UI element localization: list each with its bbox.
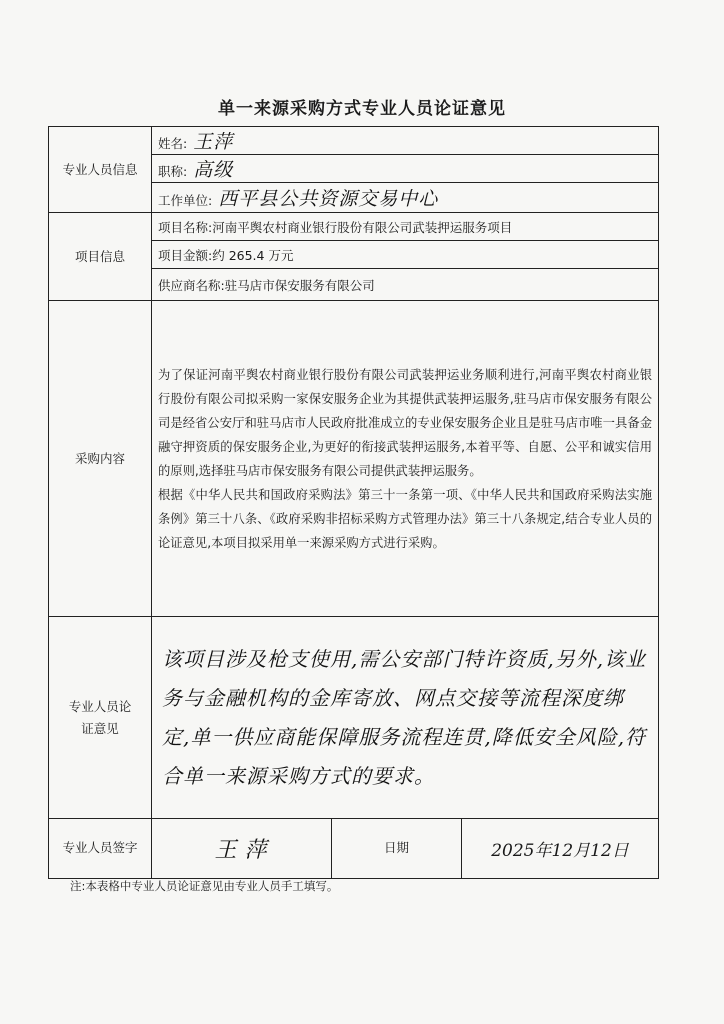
opinion-section-label-text: 专业人员论证意见 bbox=[68, 698, 132, 736]
supplier-row bbox=[152, 269, 659, 301]
expert-name-handwritten: 王萍 bbox=[193, 131, 234, 154]
expert-title-handwritten: 高级 bbox=[193, 159, 234, 182]
procurement-paragraph-2: 根据《中华人民共和国政府采购法》第三十一条第一项、《中华人民共和国政府采购法实施条例》第三十八条、《政府采购非招标采购方式管理办法》第三十八条规定,结合专业人员的论证意见,本项目拟采用单一来源采购方式进行采购。 bbox=[158, 487, 653, 550]
signature-handwritten: 王萍 bbox=[214, 837, 275, 863]
expert-unit-row bbox=[152, 183, 659, 213]
procurement-paragraph-1: 为了保证河南平舆农村商业银行股份有限公司武装押运业务顺利进行,河南平舆农村商业银行股份有限公司拟采购一家保安服务企业为其提供武装押运服务,驻马店市保安服务有限公司是经省公安厅和驻马店市人民政府批准成立的专业保安服务企业且是驻马店市唯一具备金融守押资质的保安服务企业,为更好的衔接武装押运服务,本着平等、自愿、公平和诚实信用的原则,选择驻马店市保安服务有限公司提供武装押运服务。 bbox=[158, 367, 653, 478]
project-name-label: 项目名称: bbox=[158, 219, 213, 235]
project-amount-row bbox=[152, 241, 659, 269]
project-name-row bbox=[152, 213, 659, 241]
opinion-handwritten-text: 该项目涉及枪支使用,需公安部门特许资质,另外,该业务与金融机构的金库寄放、网点交接等流程深度绑定,单一供应商能保障服务流程连贯,降低安全风险,符合单一来源采购方式的要求。 bbox=[162, 646, 647, 788]
project-amount-label: 项目金额: bbox=[158, 247, 213, 263]
expert-title-label: 职称: bbox=[158, 164, 188, 180]
project-amount-value: 约 265.4 万元 bbox=[212, 247, 294, 263]
signature-label: 专业人员签字 bbox=[49, 818, 152, 878]
expert-info-section-label: 专业人员信息 bbox=[49, 127, 152, 213]
opinion-section-label bbox=[49, 617, 152, 819]
footnote: 注:本表格中专业人员论证意见由专业人员手工填写。 bbox=[70, 879, 339, 893]
procurement-content-cell bbox=[152, 301, 659, 617]
procurement-section-label: 采购内容 bbox=[49, 301, 152, 617]
project-name-value: 河南平舆农村商业银行股份有限公司武装押运服务项目 bbox=[212, 219, 513, 235]
expert-unit-label: 工作单位: bbox=[158, 193, 213, 209]
expert-unit-handwritten: 西平县公共资源交易中心 bbox=[218, 188, 439, 211]
signature-cell bbox=[152, 818, 332, 878]
supplier-value: 驻马店市保安服务有限公司 bbox=[224, 277, 375, 293]
date-cell bbox=[462, 818, 659, 878]
date-handwritten: 2025年12月12日 bbox=[491, 840, 629, 861]
expert-name-row bbox=[152, 127, 659, 155]
opinion-form-table bbox=[48, 126, 659, 879]
opinion-content-cell bbox=[152, 617, 659, 819]
project-info-section-label: 项目信息 bbox=[49, 213, 152, 301]
document-title: 单一来源采购方式专业人员论证意见 bbox=[218, 99, 506, 119]
expert-name-label: 姓名: bbox=[158, 136, 188, 152]
supplier-label: 供应商名称: bbox=[158, 277, 225, 293]
date-label: 日期 bbox=[332, 818, 462, 878]
expert-title-row bbox=[152, 155, 659, 183]
